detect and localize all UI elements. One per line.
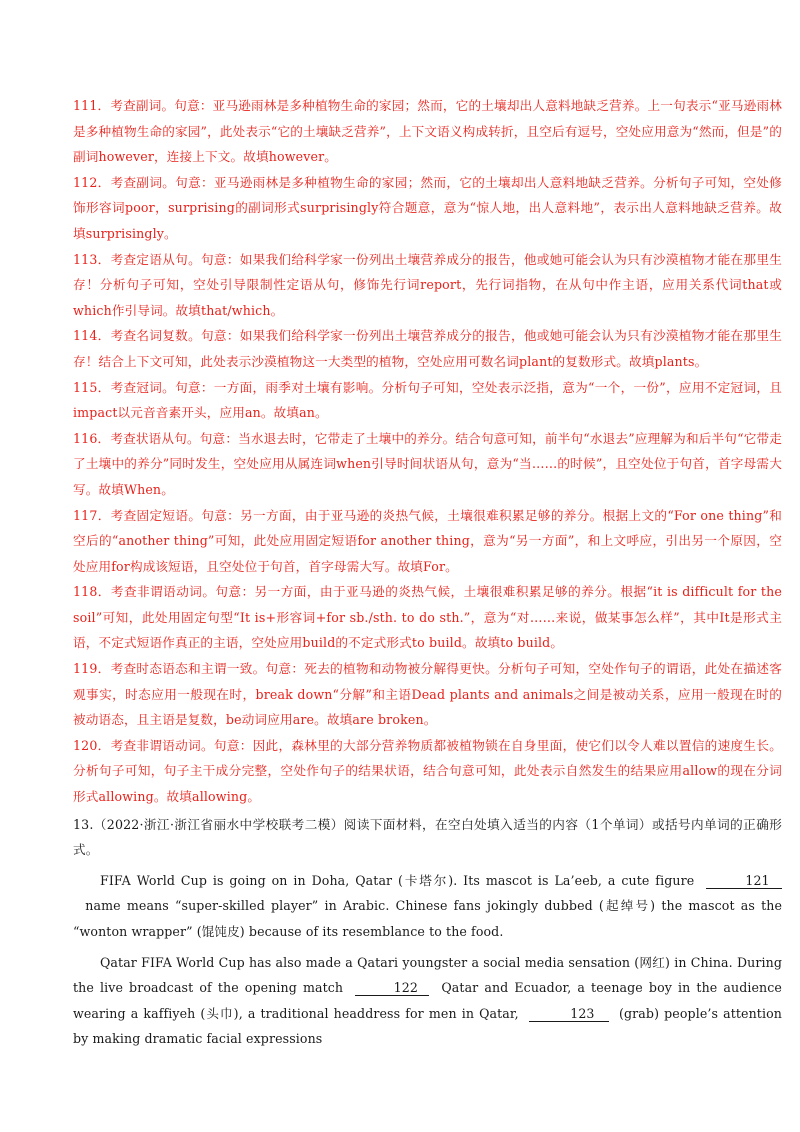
answer-text: 考查状语从句。句意：当水退去时，它带走了土壤中的养分。结合句意可知，前半句“水退去”应理解为和后半句“它带走了土壤中的养分”同时发生，空处应用从属连词when引导时间状语从句，意为“当……的时候”，且空处位于句首，首字母需大写。故填When。 (73, 430, 782, 497)
answer-text: 考查非谓语动词。句意：因此，森林里的大部分营养物质都被植物锁在自身里面，使它们以令人难以置信的速度生长。分析句子可知，句子主干成分完整，空处作句子的结果状语，结合句意可知，此处表示自然发生的结果应用allow的现在分词形式allowing。故填allowing。 (73, 737, 782, 805)
question-header: 13.（2022·浙江·浙江省丽水中学校联考二模）阅读下面材料，在空白处填入适当的内容（1个单词）或括号内单词的正确形式。 (73, 816, 782, 858)
answer-item (73, 323, 782, 374)
answer-list (73, 93, 782, 810)
passage-text: Qatar and Ecuador, a teenage boy in the audience wearing a kaffiyeh (头巾), a traditional headdress for men in Qatar, (73, 980, 782, 1021)
answer-item (73, 170, 782, 247)
answer-item (73, 656, 782, 733)
answer-item (73, 247, 782, 324)
passage-text: name means “super-skilled player” in Arabic. Chinese fans jokingly dubbed (起绰号) the mascot as the “wonton wrapper” (馄饨皮) because of its resemblance to the food. (73, 898, 782, 939)
passage-paragraph-1 (73, 868, 782, 945)
passage-text: (grab) people’s attention by making dramatic facial expressions (73, 1005, 782, 1047)
answer-number: 115． (73, 379, 111, 395)
answer-text: 考查时态语态和主谓一致。句意：死去的植物和动物被分解得更快。分析句子可知，空处作句子的谓语，此处在描述客观事实，时态应用一般现在时，break down“分解”和主语Dead plants and animals之间是被动关系，应用一般现在时的被动语态，且主语是复数，be动词应用are。故填are broken。 (73, 661, 782, 728)
answer-number: 111． (73, 98, 111, 113)
answer-number: 116． (73, 430, 111, 446)
answer-item (73, 503, 782, 580)
answer-text: 考查名词复数。句意：如果我们给科学家一份列出土壤营养成分的报告，他或她可能会认为只有沙漠植物才能在那里生存！结合上下文可知，此处表示沙漠植物这一大类型的植物，空处应用可数名词plant的复数形式。故填plants。 (73, 328, 782, 369)
passage-paragraph-2 (73, 950, 782, 1052)
answer-number: 118． (73, 584, 111, 600)
answer-text: 考查冠词。句意：一方面，雨季对土壤有影响。分析句子可知，空处表示泛指，意为“一个，一份”，应用不定冠词，且impact以元音音素开头，应用an。故填an。 (73, 379, 783, 421)
answer-item (73, 375, 782, 426)
answer-text: 考查定语从句。句意：如果我们给科学家一份列出土壤营养成分的报告，他或她可能会认为只有沙漠植物才能在那里生存！分析句子可知，空处引导限制性定语从句，修饰先行词report，先行词指物，在从句中作主语，应用关系代词that或which作引导词。故填that/which。 (73, 251, 782, 318)
blank-122[interactable]: 122 (355, 980, 429, 996)
answer-number: 112． (73, 174, 111, 190)
passage-text: Qatar FIFA World Cup has also made a Qatari youngster a social media sensation (网红) in China. During the live broadcast of the opening match (73, 954, 782, 996)
answer-number: 114． (73, 328, 111, 344)
answer-text: 考查副词。句意：亚马逊雨林是多种植物生命的家园；然而，它的土壤却出人意料地缺乏营养。上一句表示“亚马逊雨林是多种植物生命的家园”，此处表示“它的土壤缺乏营养”，上下文语义构成转折，且空后有逗号，空处应用意为“然而，但是”的副词however，连接上下文。故填however。 (73, 98, 782, 165)
answer-item (73, 579, 782, 656)
answer-item (73, 426, 782, 503)
answer-text: 考查固定短语。句意：另一方面，由于亚马逊的炎热气候，土壤很难积累足够的养分。根据上文的“For one thing”和空后的“another thing”可知，此处应用固定短语for another thing，意为“另一方面”，和上文呼应，引出另一个原因，空处应用for构成该短语，且空处位于句首，首字母需大写。故填For。 (73, 507, 782, 574)
passage-text: FIFA World Cup is going on in Doha, Qatar (卡塔尔). Its mascot is La’eeb, a cute figure (100, 872, 695, 888)
blank-121[interactable]: 121 (706, 873, 782, 889)
answer-number: 120． (73, 737, 111, 753)
answer-item (73, 93, 782, 170)
answer-number: 113． (73, 251, 111, 267)
blank-123[interactable]: 123 (529, 1006, 609, 1022)
answer-text: 考查副词。句意：亚马逊雨林是多种植物生命的家园；然而，它的土壤却出人意料地缺乏营养。分析句子可知，空处修饰形容词poor，surprising的副词形式surprisingly符合题意，意为“惊人地，出人意料地”，表示出人意料地缺乏营养。故填surprisingly。 (73, 174, 782, 241)
answer-number: 119． (73, 661, 111, 677)
answer-item (73, 733, 782, 810)
answer-number: 117． (73, 507, 111, 523)
answer-text: 考查非谓语动词。句意：另一方面，由于亚马逊的炎热气候，土壤很难积累足够的养分。根据“it is difficult for the soil”可知，此处用固定句型“It is+形容词+for sb./sth. to do sth.”，意为“对……来说，做某事怎么样”，其中It是形式主语，不定式短语作真正的主语，空处应用build的不定式形式to build。故填to build。 (73, 584, 782, 651)
